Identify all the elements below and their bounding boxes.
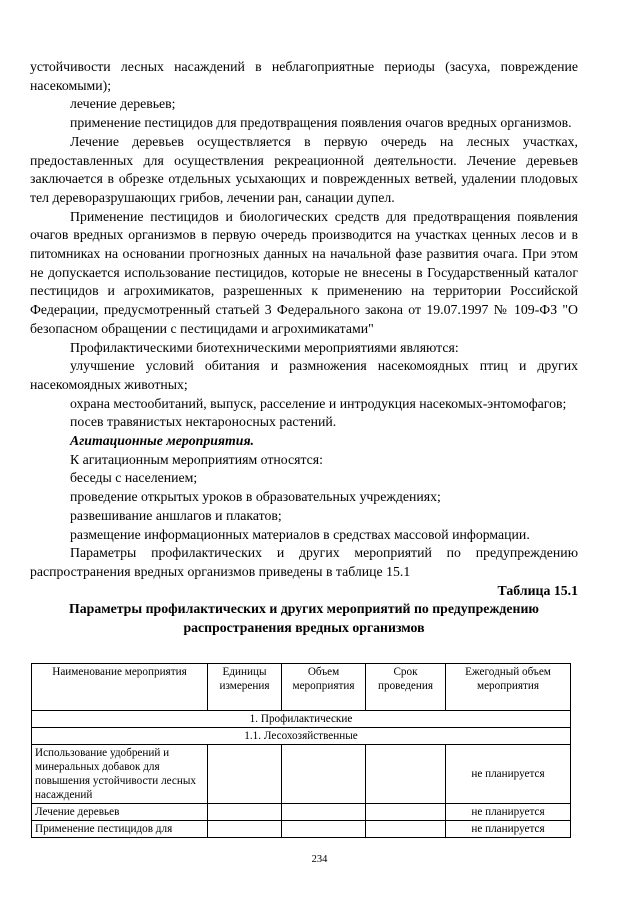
table-title: Параметры профилактических и других мероприятий по предупреждению распространения вредных организмов — [69, 601, 539, 636]
table-cell: не планируется — [446, 821, 571, 838]
paragraph: развешивание аншлагов и плакатов; — [70, 507, 282, 523]
column-header: Ежегодный объем мероприятия — [446, 664, 571, 711]
table-cell — [282, 804, 366, 821]
paragraph: размещение информационных материалов в средствах массовой информации. — [70, 526, 530, 542]
table-cell: не планируется — [446, 804, 571, 821]
paragraph: лечение деревьев; — [70, 96, 176, 112]
paragraph: Параметры профилактических и других мероприятий по предупреждению распространения вредных организмов приведены в таблице 15.1 — [30, 545, 578, 579]
paragraph: проведение открытых уроков в образовательных учреждениях; — [70, 489, 441, 505]
paragraph: улучшение условий обитания и размножения насекомоядных птиц и других насекомоядных животных; — [30, 358, 578, 392]
paragraph: посев травянистых нектароносных растений. — [70, 414, 337, 430]
table-cell — [366, 821, 446, 838]
section-cell: 1. Профилактические — [32, 711, 571, 728]
measures-table — [31, 663, 570, 838]
table-label: Таблица 15.1 — [497, 582, 578, 598]
table-row — [32, 804, 571, 821]
table-cell — [366, 745, 446, 804]
paragraph: охрана местообитаний, выпуск, расселение и интродукция насекомых-энтомофагов; — [70, 395, 567, 411]
table-cell: Лечение деревьев — [32, 804, 208, 821]
table-cell — [282, 821, 366, 838]
table-cell — [208, 804, 282, 821]
paragraph: Лечение деревьев осуществляется в первую очередь на лесных участках, предоставленных для осуществления рекреационной деятельности. Лечение деревьев заключается в обрезке отдельных усыхающих и поврежденных ветвей, удалении плодовых тел дереворазрушающих грибов, лечении ран, санации дупел. — [30, 133, 578, 205]
page-number: 234 — [311, 854, 328, 865]
table-cell — [282, 745, 366, 804]
section-heading: Агитационные мероприятия. — [70, 433, 254, 449]
table-cell — [208, 821, 282, 838]
paragraph: Профилактическими биотехническими мероприятиями являются: — [70, 339, 459, 355]
column-header: Срок проведения — [366, 664, 446, 711]
column-header: Единицы измерения — [208, 664, 282, 711]
document-body — [30, 58, 578, 638]
paragraph: устойчивости лесных насаждений в неблагоприятные периоды (засуха, повреждение насекомыми); — [30, 59, 578, 93]
paragraph: К агитационным мероприятиям относятся: — [70, 451, 323, 467]
table-row — [32, 821, 571, 838]
table-cell — [208, 745, 282, 804]
paragraph: беседы с населением; — [70, 470, 198, 486]
paragraph: Применение пестицидов и биологических средств для предотвращения появления очагов вредных организмов в первую очередь производится на участках ценных лесов и в питомниках на основании прогнозных данных на начальной фазе развития очага. При этом не допускается использование пестицидов, которые не внесены в Государственный каталог пестицидов и агрохимикатов, разрешенных к применению на территории Российской Федерации, предусмотренный статьей 3 Федерального закона от 19.07.1997 № 109-ФЗ "О безопасном обращении с пестицидами и агрохимикатами" — [30, 208, 578, 336]
paragraph: применение пестицидов для предотвращения появления очагов вредных организмов. — [70, 115, 572, 131]
table-cell: Применение пестицидов для — [32, 821, 208, 838]
table-row — [32, 745, 571, 804]
table-cell: не планируется — [446, 745, 571, 804]
table-cell: Использование удобрений и минеральных добавок для повышения устойчивости лесных насаждений — [32, 745, 208, 804]
table-section-row — [32, 711, 571, 728]
table-cell — [366, 804, 446, 821]
table-header-row — [32, 664, 571, 711]
section-cell: 1.1. Лесохозяйственные — [32, 728, 571, 745]
column-header: Объем мероприятия — [282, 664, 366, 711]
column-header: Наименование мероприятия — [32, 664, 208, 711]
table-section-row — [32, 728, 571, 745]
